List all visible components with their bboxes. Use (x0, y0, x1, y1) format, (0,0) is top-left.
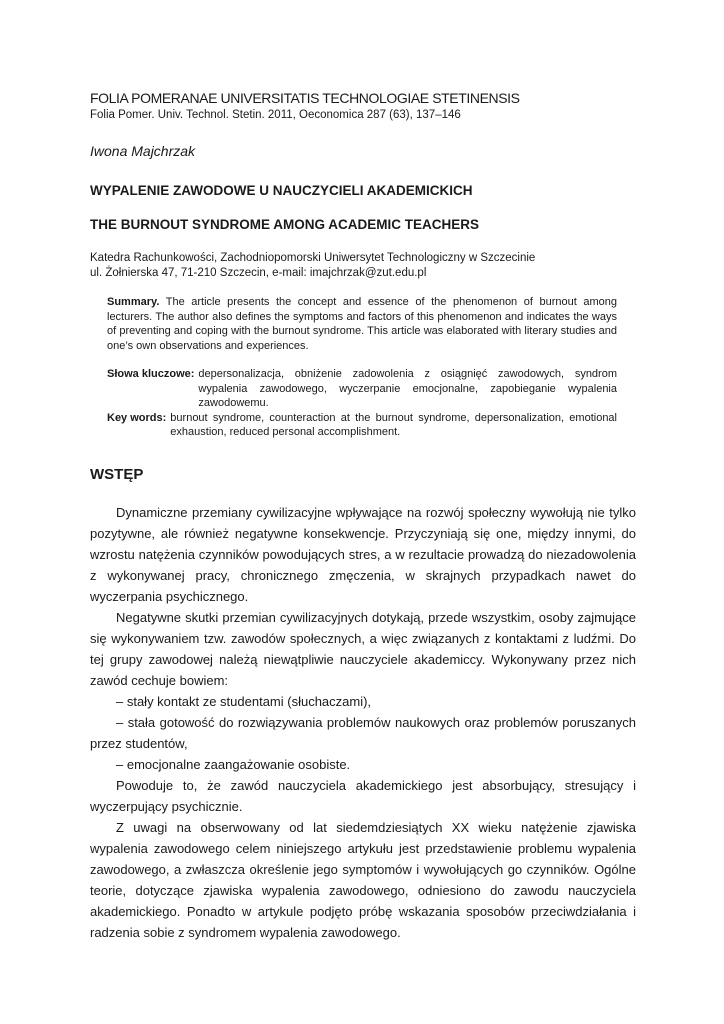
title-polish: WYPALENIE ZAWODOWE U NAUCZYCIELI AKADEMICKICH (90, 183, 473, 198)
keywords-polish (107, 367, 617, 411)
list-item: – stała gotowość do rozwiązywania problemów naukowych oraz problemów poruszanych przez studentów, (90, 714, 636, 751)
author-name: Iwona Majchrzak (90, 143, 196, 159)
summary-label: Summary. (107, 296, 160, 308)
summary (107, 295, 617, 353)
summary-text: The article presents the concept and essence of the phenomenon of burnout among lecturers. The author also defines the symptoms and factors of this phenomenon and indicates the ways of preventing and coping with the burnout syndrome. This article was elaborated with literary studies and one’s own observations and experiences. (107, 296, 617, 352)
journal-citation: Folia Pomer. Univ. Technol. Stetin. 2011, Oeconomica 287 (63), 137–146 (90, 109, 461, 121)
section-heading: WSTĘP (90, 465, 144, 483)
list-item: – stały kontakt ze studentami (słuchaczami), (116, 693, 372, 709)
keywords-english-text: burnout syndrome, counteraction at the burnout syndrome, depersonalization, emotional exhaustion, reduced personal accomplishment. (170, 411, 617, 438)
paragraph: Powoduje to, że zawód nauczyciela akademickiego jest absorbujący, stresujący i wyczerpujący psychicznie. (90, 777, 636, 814)
article-page (90, 90, 636, 943)
journal-title: FOLIA POMERANAE UNIVERSITATIS TECHNOLOGIAE STETINENSIS (90, 90, 520, 106)
affiliation-line-1: Katedra Rachunkowości, Zachodniopomorski Uniwersytet Technologiczny w Szczecinie (90, 252, 536, 264)
keywords-english-label: Key words: (107, 411, 167, 424)
abstract-block (107, 295, 617, 440)
affiliation (90, 251, 636, 281)
title-english: THE BURNOUT SYNDROME AMONG ACADEMIC TEACHERS (90, 217, 480, 232)
keywords-polish-text: depersonalizacja, obniżenie zadowolenia z osiągnięć zawodowych, syndrom wypalenia zawodowego, wyczerpanie emocjonalne, zapobieganie wypalenia zawodowemu. (198, 368, 617, 409)
keywords (107, 367, 617, 440)
paragraph: Z uwagi na obserwowany od lat siedemdziesiątych XX wieku natężenie zjawiska wypalenia zawodowego celem niniejszego artykułu jest przedstawienie problemu wypalenia zawodowego, a zwłaszcza określenie jego symptomów i wywołujących go czynników. Ogólne teorie, dotyczące zjawiska wypalenia zawodowego, odniesiono do zawodu nauczyciela akademickiego. Ponadto w artykule podjęto próbę wskazania sposobów przeciwdziałania i radzenia sobie z syndromem wypalenia zawodowego. (90, 819, 636, 940)
list-item: – emocjonalne zaangażowanie osobiste. (116, 756, 351, 772)
keywords-english (107, 411, 617, 440)
keywords-polish-label: Słowa kluczowe: (107, 368, 195, 380)
paragraph: Dynamiczne przemiany cywilizacyjne wpływające na rozwój społeczny wywołują nie tylko pozytywne, ale również negatywne konsekwencje. Przyczyniają się one, między innymi, do wzrostu natężenia czynników powodujących stres, a w rezultacie prowadzą do niezadowolenia z wykonywanej pracy, chronicznego zmęczenia, w skrajnych przypadkach nawet do wyczerpania psychicznego. (90, 504, 636, 604)
affiliation-line-2: ul. Żołnierska 47, 71-210 Szczecin, e-mail: imajchrzak@zut.edu.pl (90, 267, 427, 279)
body-text (90, 502, 636, 943)
paragraph: Negatywne skutki przemian cywilizacyjnych dotykają, przede wszystkim, osoby zajmujące się wykonywaniem tzw. zawodów społecznych, a więc związanych z kontaktami z ludźmi. Do tej grupy zawodowej należą niewątpliwie nauczyciele akademiccy. Wykonywany przez nich zawód cechuje bowiem: (90, 609, 636, 688)
